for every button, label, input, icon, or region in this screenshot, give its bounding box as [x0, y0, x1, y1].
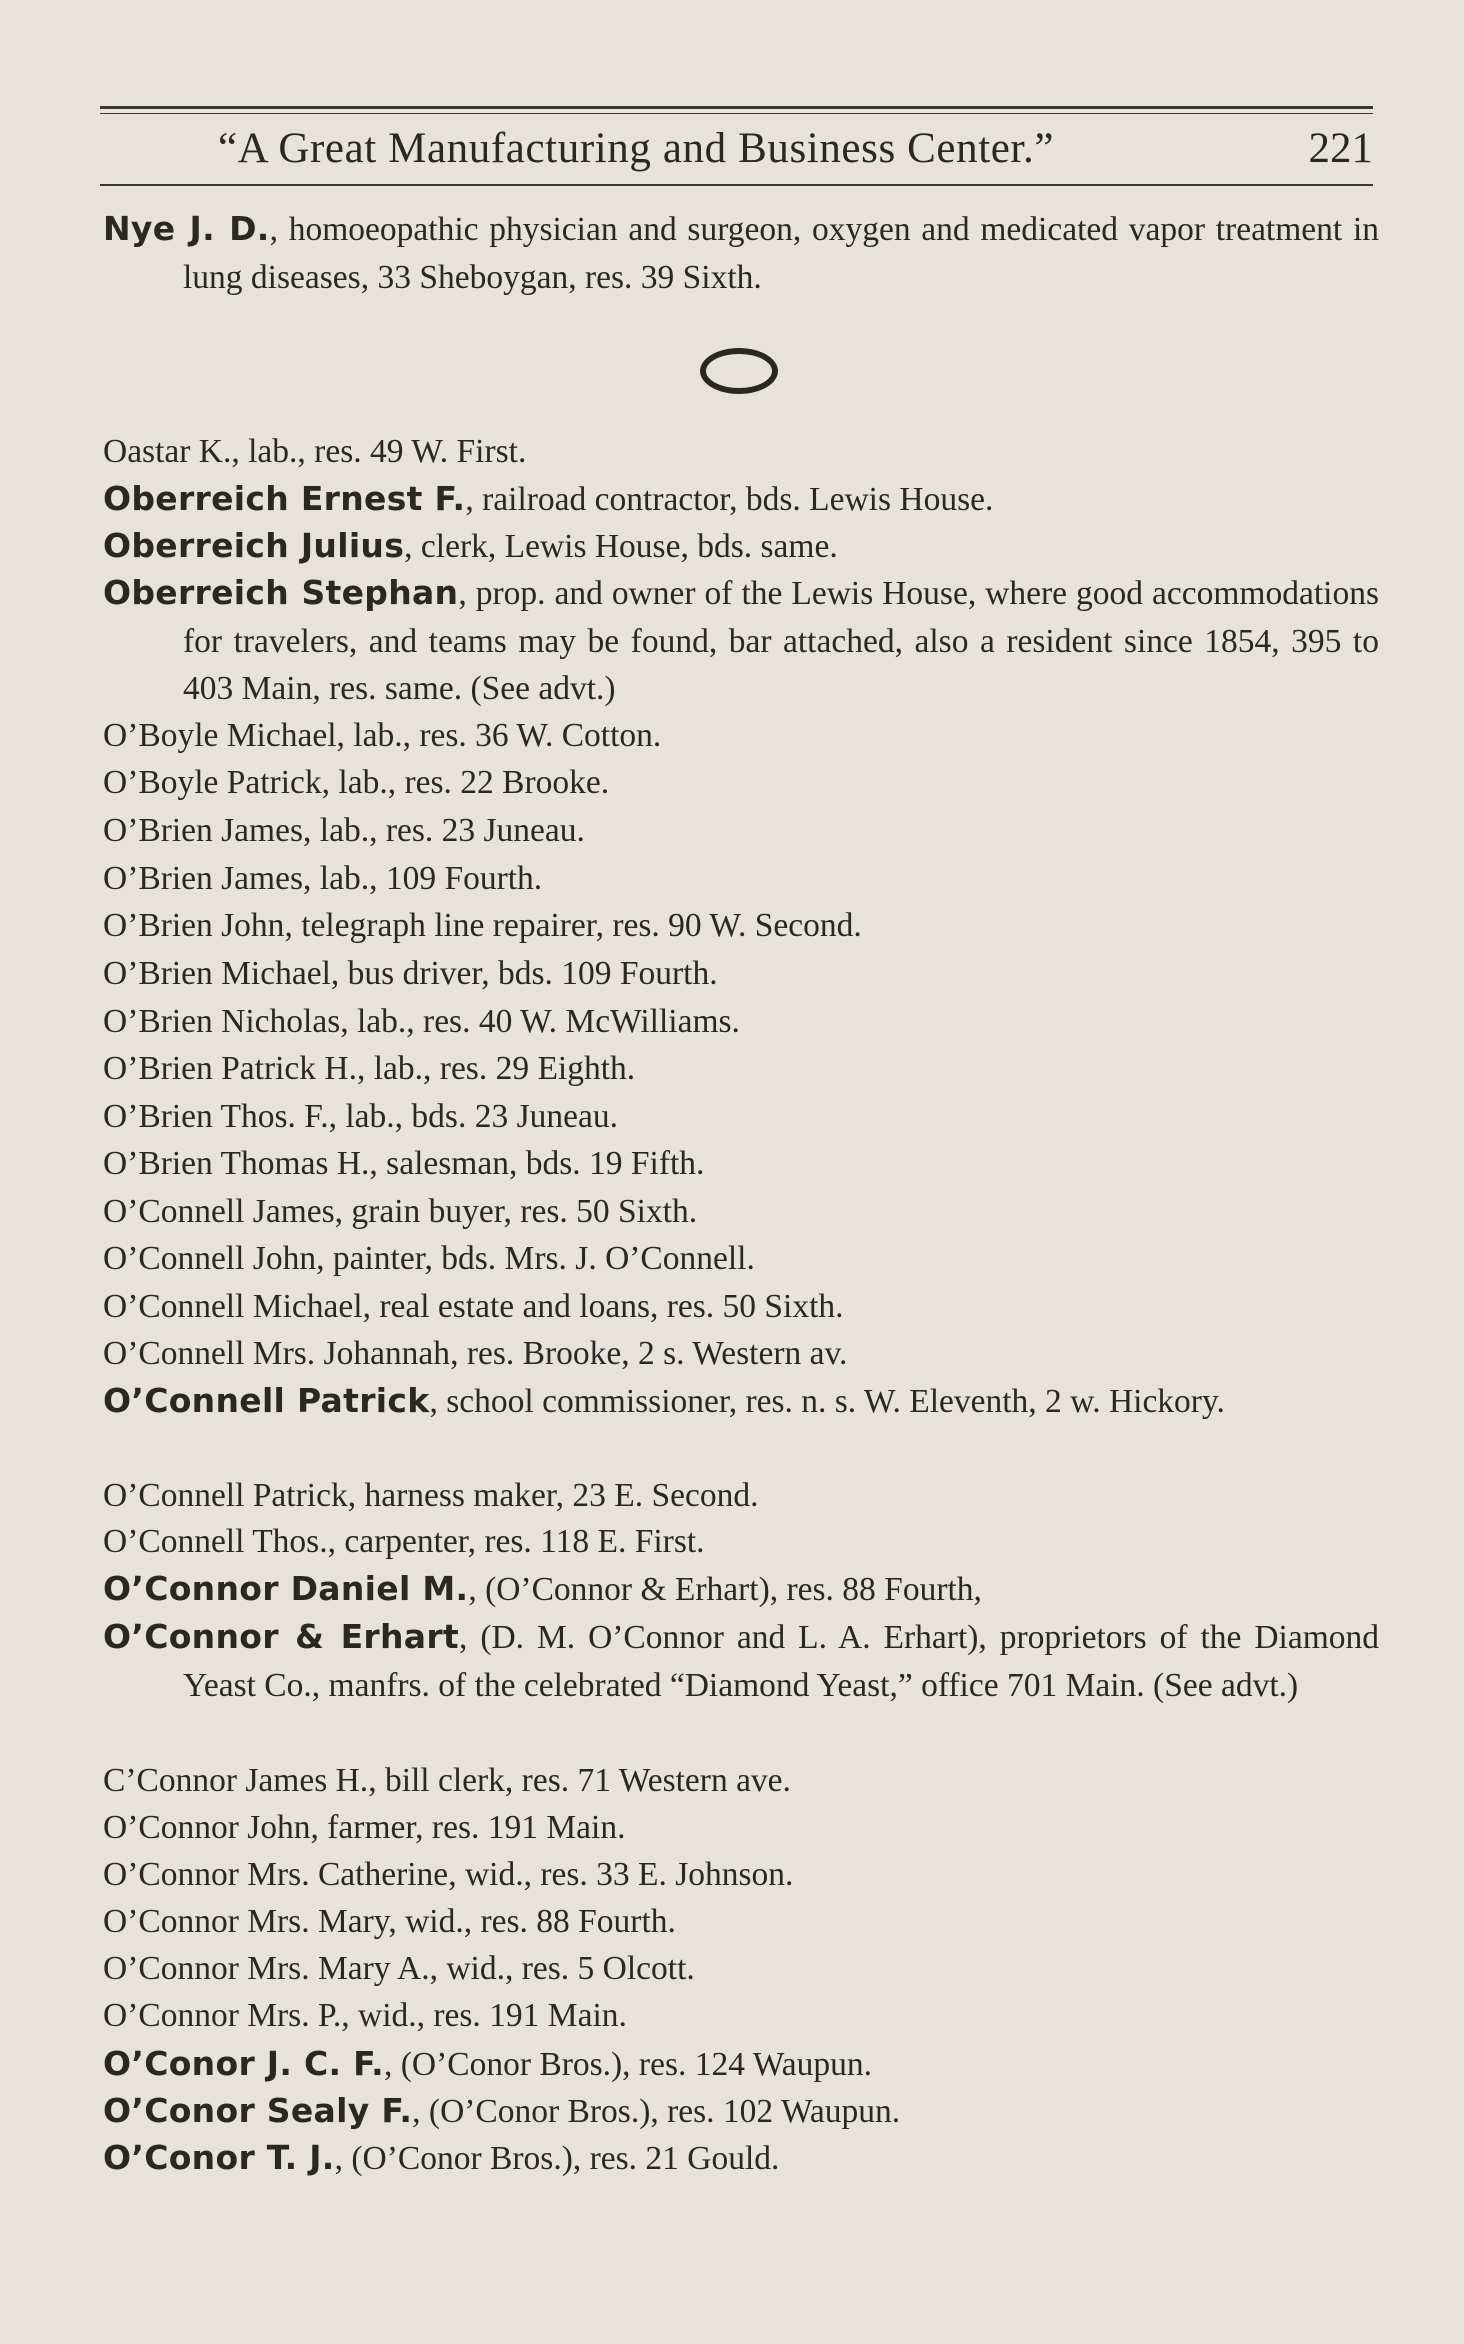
directory-entry	[103, 1140, 1379, 1188]
entry-name: O’Connor Mrs. P.	[103, 1997, 342, 2034]
directory-entry	[103, 1330, 1379, 1378]
entry-name: C’Connor James H.	[103, 1762, 369, 1799]
directory-entry	[103, 1093, 1379, 1141]
directory-entry	[103, 998, 1379, 1046]
entry-text: , harness maker, 23 E. Second.	[347, 1477, 759, 1514]
entry-name: O’Connell Michael	[103, 1288, 363, 1325]
directory-entry	[103, 712, 1379, 760]
entry-text: , lab., res. 40 W. McWilliams.	[340, 1003, 740, 1040]
entry-text: , bus driver, bds. 109 Fourth.	[330, 955, 718, 992]
entry-text: , homoeopathic physician and surgeon, oxygen and medicated vapor treatment in lung diseases, 33 Sheboygan, res. 39 Sixth.	[183, 211, 1380, 296]
entry-text: , clerk, Lewis House, bds. same.	[404, 528, 838, 565]
directory-entry	[103, 1992, 1379, 2040]
directory-entry	[103, 2134, 1379, 2183]
directory-entry	[103, 1188, 1379, 1236]
entry-text: , lab., res. 23 Juneau.	[303, 812, 585, 849]
entry-text: , (O’Connor & Erhart), res. 88 Fourth,	[468, 1571, 982, 1608]
entry-name: O’Connor Mrs. Catherine	[103, 1856, 449, 1893]
entry-name: O’Conor Sealy F.	[103, 2091, 413, 2130]
entry-name: O’Brien Nicholas	[103, 1003, 341, 1040]
entry-name: O’Connor Daniel M.	[103, 1569, 469, 1608]
entry-name: O’Connell Mrs. Johannah	[103, 1335, 451, 1372]
directory-entry	[103, 1945, 1379, 1993]
entry-text: , salesman, bds. 19 Fifth.	[369, 1145, 705, 1182]
entry-name: O’Connell Patrick	[103, 1381, 430, 1420]
directory-entry	[103, 855, 1379, 903]
entry-name: O’Conor T. J.	[103, 2138, 335, 2177]
directory-entry	[103, 1898, 1379, 1946]
header-rule-top-thin	[100, 113, 1373, 114]
entry-text: , wid., res. 5 Olcott.	[429, 1950, 695, 1987]
directory-entry	[103, 1283, 1379, 1331]
entry-name: Oberreich Stephan	[103, 573, 459, 612]
entry-text: , res. Brooke, 2 s. Western av.	[450, 1335, 848, 1372]
directory-entry	[103, 475, 1379, 524]
header-rule-top	[100, 106, 1373, 109]
entry-text: , painter, bds. Mrs. J. O’Connell.	[316, 1240, 755, 1277]
directory-entry	[103, 1472, 1379, 1520]
page-number: 221	[1308, 125, 1373, 172]
directory-entry	[103, 428, 1379, 476]
directory-entry	[103, 1613, 1379, 1709]
entry-name: O’Brien James	[103, 812, 304, 849]
entry-text: , (O’Conor Bros.), res. 102 Waupun.	[412, 2093, 901, 2130]
entry-name: O’Brien James	[103, 860, 304, 897]
entry-text: , lab., res. 29 Eighth.	[356, 1050, 636, 1087]
directory-entry	[103, 1757, 1379, 1805]
directory-entry	[103, 1235, 1379, 1283]
entry-name: O’Connor John	[103, 1809, 311, 1846]
directory-entry	[103, 1565, 1379, 1614]
entry-text: , lab., res. 36 W. Cotton.	[336, 717, 662, 754]
entry-name: O’Connell Patrick	[103, 1477, 348, 1514]
directory-entry	[103, 1377, 1379, 1426]
entry-name: O’Brien Patrick H.	[103, 1050, 357, 1087]
running-header	[100, 124, 1373, 180]
entry-name: O’Brien Michael	[103, 955, 331, 992]
header-rule-bottom	[100, 184, 1373, 186]
entry-name: Nye J. D.	[103, 209, 270, 248]
entry-name: O’Connor Mrs. Mary A.	[103, 1950, 430, 1987]
entry-name: O’Brien Thos. F.	[103, 1098, 329, 1135]
directory-entry	[103, 522, 1379, 571]
entry-text: , lab., res. 49 W. First.	[231, 433, 527, 470]
entry-name: Oberreich Julius	[103, 526, 405, 565]
entry-text: , grain buyer, res. 50 Sixth.	[334, 1193, 698, 1230]
entry-text: , (O’Conor Bros.), res. 124 Waupun.	[383, 2046, 872, 2083]
directory-entry	[103, 205, 1379, 301]
entry-name: O’Brien John	[103, 907, 285, 944]
entry-text: , wid., res. 88 Fourth.	[388, 1903, 676, 1940]
entry-name: O’Boyle Michael	[103, 717, 337, 754]
directory-entry	[103, 759, 1379, 807]
directory-entry	[103, 2087, 1379, 2136]
entry-text: , real estate and loans, res. 50 Sixth.	[362, 1288, 844, 1325]
entry-name: O’Brien Thomas H.	[103, 1145, 370, 1182]
directory-entry	[103, 1518, 1379, 1566]
entry-name: O’Boyle Patrick	[103, 764, 322, 801]
entry-text: , farmer, res. 191 Main.	[310, 1809, 626, 1846]
entry-text: , school commissioner, res. n. s. W. Eleventh, 2 w. Hickory.	[429, 1383, 1225, 1420]
running-title: “A Great Manufacturing and Business Center.”	[218, 125, 1055, 172]
entry-name: O’Connor Mrs. Mary	[103, 1903, 389, 1940]
entry-text: , (D. M. O’Connor and L. A. Erhart), proprietors of the Diamond Yeast Co., manfrs. of the celebrated “Diamond Yeast,” office 701 Main. (See advt.)	[183, 1619, 1379, 1704]
directory-entry	[103, 950, 1379, 998]
directory-entry	[103, 1804, 1379, 1852]
directory-entry	[103, 569, 1379, 713]
entry-name: Oastar K.	[103, 433, 232, 470]
entry-text: , lab., 109 Fourth.	[303, 860, 543, 897]
directory-entry	[103, 2040, 1379, 2089]
entry-text: , prop. and owner of the Lewis House, where good accommodations for travelers, and teams may be found, bar attached, also a resident since 1854, 395 to 403 Main, res. same. (See advt.)	[183, 575, 1379, 707]
entry-text: , (O’Conor Bros.), res. 21 Gould.	[334, 2140, 780, 2177]
entry-text: , lab., bds. 23 Juneau.	[328, 1098, 618, 1135]
directory-entry	[103, 1851, 1379, 1899]
entry-name: O’Connell James	[103, 1193, 335, 1230]
directory-entry	[103, 807, 1379, 855]
section-letter-o	[700, 348, 778, 394]
entry-text: , railroad contractor, bds. Lewis House.	[465, 481, 994, 518]
directory-entry	[103, 902, 1379, 950]
entry-name: O’Connor & Erhart	[103, 1617, 460, 1656]
entry-text: , lab., res. 22 Brooke.	[321, 764, 610, 801]
entry-text: , wid., res. 191 Main.	[341, 1997, 627, 2034]
entry-name: O’Conor J. C. F.	[103, 2044, 384, 2083]
entry-name: O’Connell John	[103, 1240, 317, 1277]
directory-entry	[103, 1045, 1379, 1093]
entry-text: , telegraph line repairer, res. 90 W. Second.	[284, 907, 862, 944]
entry-text: , carpenter, res. 118 E. First.	[327, 1523, 705, 1560]
entry-name: O’Connell Thos.	[103, 1523, 328, 1560]
entry-name: Oberreich Ernest F.	[103, 479, 466, 518]
entry-text: , bill clerk, res. 71 Western ave.	[368, 1762, 791, 1799]
entry-text: , wid., res. 33 E. Johnson.	[448, 1856, 794, 1893]
